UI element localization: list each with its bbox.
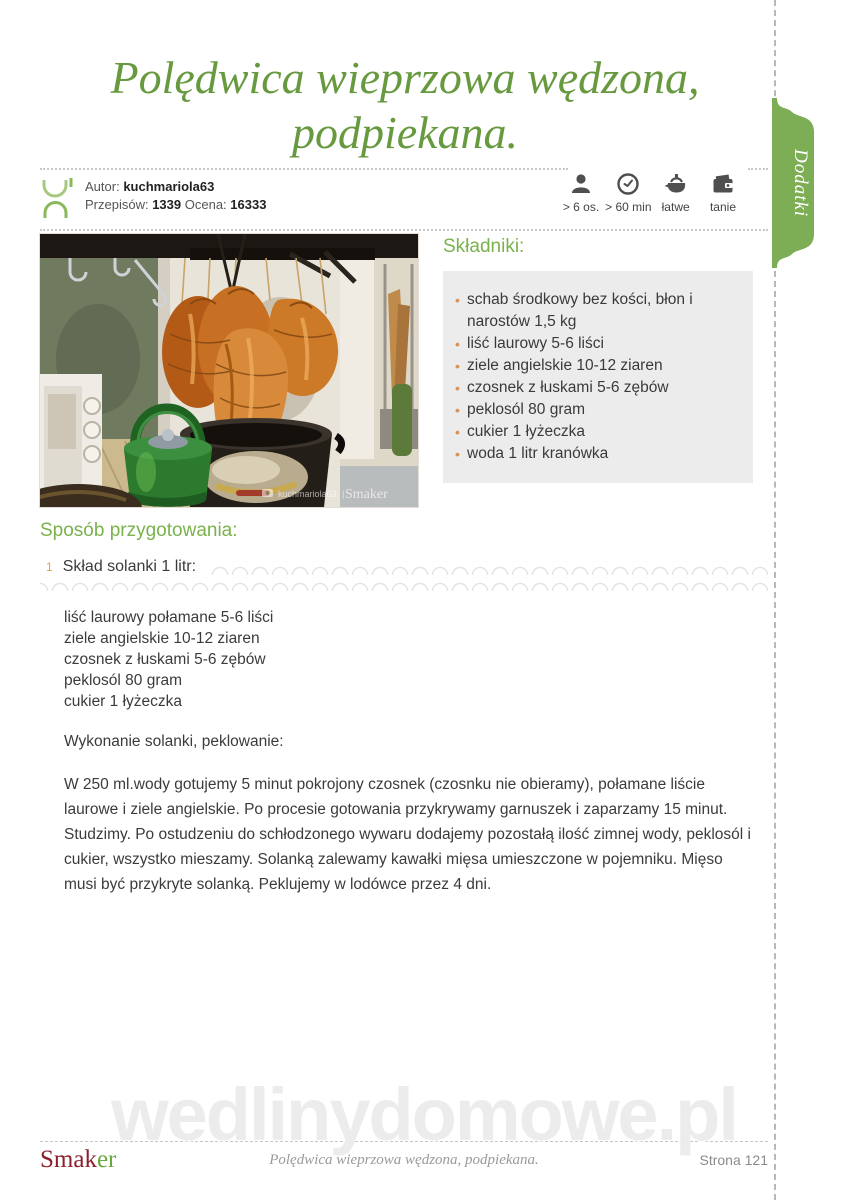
brine-line: ziele angielskie 10-12 ziaren (64, 630, 260, 647)
brine-line: peklosól 80 gram (64, 672, 183, 689)
separator-photo (40, 229, 768, 231)
author-label: Autor: (85, 179, 120, 194)
step-title: Skład solanki 1 litr: (62, 558, 197, 575)
smaker-logo-icon (40, 177, 76, 219)
stat-label: tanie (709, 200, 736, 214)
step-row (40, 558, 768, 576)
time-icon (616, 172, 640, 196)
site-watermark: wedlinydomowe.pl (111, 1073, 737, 1156)
footer-recipe-title: Polędwica wieprzowa wędzona, podpiekana. (269, 1152, 539, 1168)
step-number: 1 (46, 560, 53, 574)
cost-icon (711, 172, 735, 196)
author-block (40, 176, 266, 219)
stat-difficulty (653, 172, 699, 214)
preparation-paragraph: W 250 ml.wody gotujemy 5 minut pokrojony czosnek (czosnku nie obieramy), połamane liście laurowe i ziele angielskie. Po procesie gotowania przykrywamy garnuszek i zaparzamy 15 minut. Studzimy. Po ostudzeniu do schłodzonego wywaru dodajemy pozostałą ilość zimnej wody, peklosól i cukier, wszystko mieszamy. Solanką zalewamy kawałki mięsa umieszczone w pojemniku. Mięso musi być przykryte solanką. Peklujemy w lodówce przez 4 dni. (64, 776, 751, 893)
ingredient-item: • schab środkowy bez kości, błon i narostów 1,5 kg (455, 289, 727, 333)
page-title-line1: Polędwica wieprzowa wędzona, (110, 52, 700, 103)
preparation-subheading: Wykonanie solanki, peklowanie: (64, 733, 284, 750)
stat-cost (700, 172, 746, 214)
brine-line: cukier 1 łyżeczka (64, 693, 183, 710)
photo-credit: kuchmariola63 (278, 489, 337, 499)
separator-top-right (748, 168, 768, 170)
rating-value: 16333 (230, 197, 267, 212)
difficulty-icon (663, 172, 689, 196)
preparation-heading: Sposób przygotowania: (40, 520, 238, 541)
page-title-line2: podpiekana. (291, 107, 519, 159)
author-name: kuchmariola63 (123, 179, 215, 194)
scallop-decoration (210, 561, 768, 575)
side-tab-dodatki (772, 98, 816, 268)
ingredients-box (443, 271, 753, 483)
recipes-label: Przepisów: (85, 197, 149, 212)
recipe-stats (558, 172, 746, 214)
preparation-section (40, 520, 768, 897)
svg-text:kuchmariola63 |: kuchmariola63 | (278, 489, 345, 499)
ingredient-item: • cukier 1 łyżeczka (455, 421, 727, 443)
stat-time (605, 172, 651, 214)
ingredients-section (443, 236, 753, 483)
brand-part-red: Smak (40, 1146, 97, 1173)
brand-part-green: er (96, 1146, 117, 1173)
stat-label: łatwe (661, 200, 690, 214)
footer-page-number: Strona 121 (699, 1152, 768, 1168)
ingredients-heading: Składniki: (443, 236, 525, 257)
ingredient-item: • ziele angielskie 10-12 ziaren (455, 355, 727, 377)
rating-label: Ocena: (184, 197, 227, 212)
ingredient-item: • peklosól 80 gram (455, 399, 727, 421)
scallop-decoration-row2 (40, 577, 768, 591)
separator-top (40, 168, 568, 170)
recipes-count: 1339 (152, 197, 182, 212)
ingredients-list (455, 289, 727, 465)
stat-servings (558, 172, 604, 214)
brine-list (64, 607, 768, 712)
photo-brand: Smaker (345, 487, 388, 502)
stat-label: > 60 min (605, 200, 652, 214)
brine-line: liść laurowy połamane 5-6 liści (64, 609, 274, 626)
author-info (85, 176, 266, 214)
ingredient-item: • liść laurowy 5-6 liści (455, 333, 727, 355)
recipe-photo (40, 234, 418, 507)
side-tab-label: Dodatki (790, 148, 811, 218)
brine-line: czosnek z łuskami 5-6 zębów (64, 651, 266, 668)
author-stats-line (85, 196, 266, 214)
page-title (60, 50, 750, 160)
stat-label: > 6 os. (562, 200, 600, 214)
ingredient-item: • woda 1 litr kranówka (455, 443, 727, 465)
author-line (85, 178, 266, 196)
ingredient-item: • czosnek z łuskami 5-6 zębów (455, 377, 727, 399)
servings-icon (570, 172, 592, 196)
